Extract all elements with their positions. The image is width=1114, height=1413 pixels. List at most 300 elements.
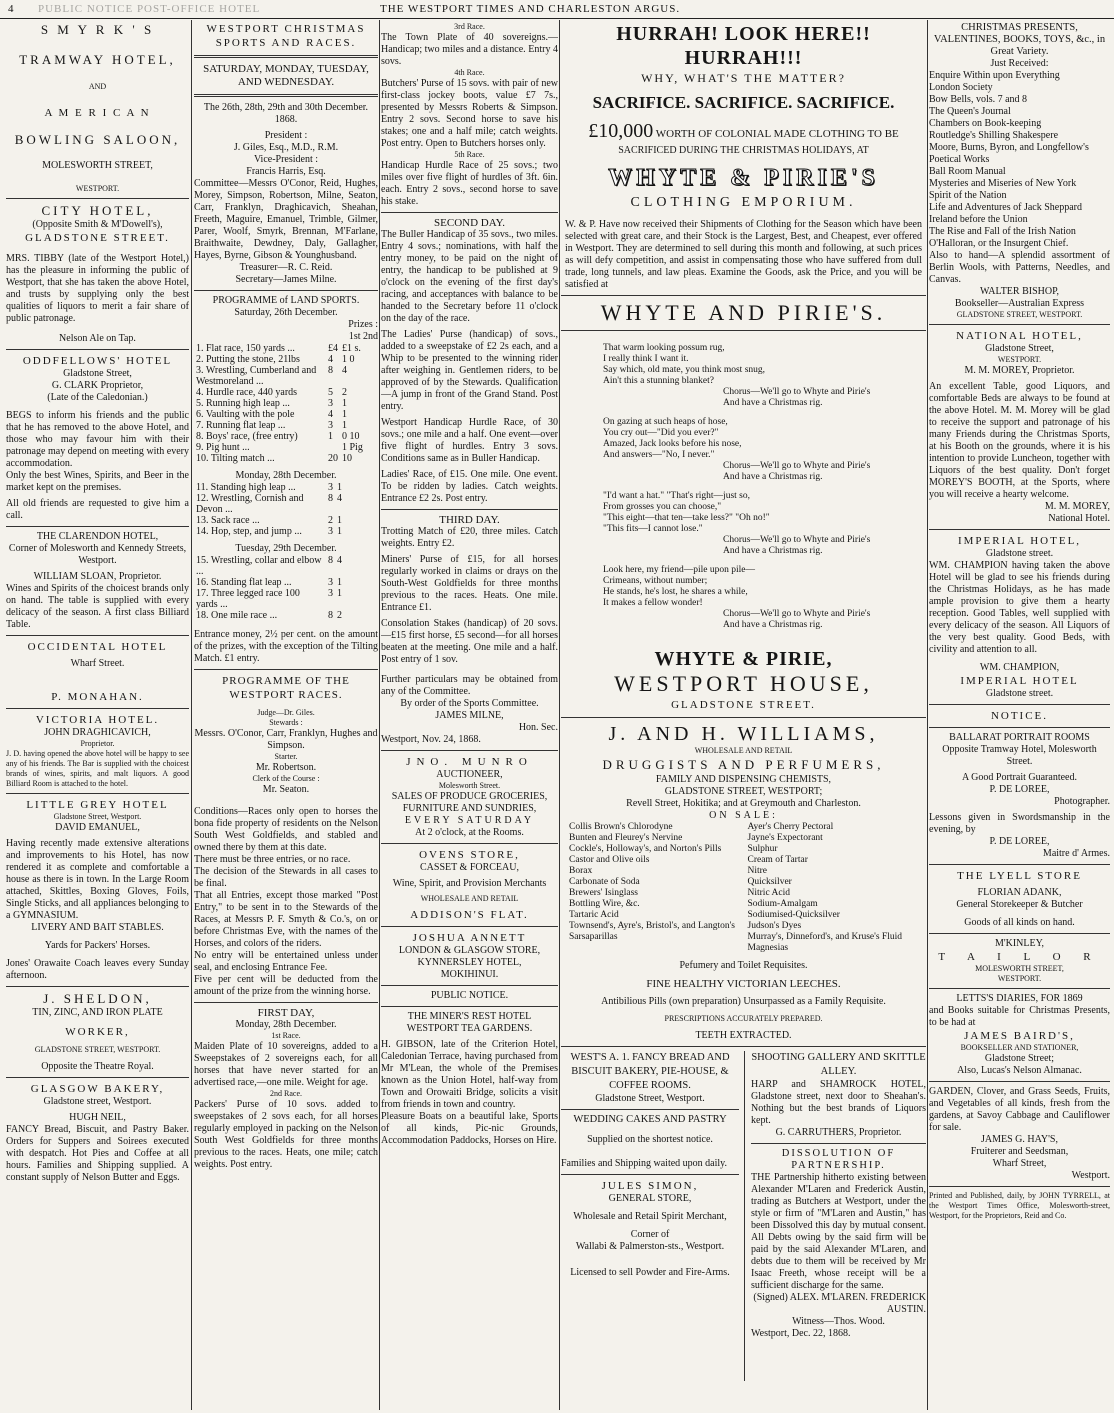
wholesale-retail: WHOLESALE AND RETAIL bbox=[420, 894, 519, 903]
bishop-address: GLADSTONE STREET, WESTPORT. bbox=[956, 310, 1083, 319]
event-row bbox=[194, 387, 365, 398]
event-name: 13. Sack race ... bbox=[196, 515, 260, 526]
first-prize: 4 bbox=[328, 409, 333, 420]
monahan: P. MONAHAN. bbox=[51, 691, 144, 703]
book-item: Ireland before the Union bbox=[929, 214, 1028, 225]
race-2: 2nd Race. bbox=[270, 1089, 302, 1098]
sales-of-produce: SALES OF PRODUCE GROCERIES, FURNITURE AND SUNDRIES, bbox=[391, 791, 548, 814]
condition-2: There must be three entries, or no race. bbox=[194, 854, 351, 865]
sports-days: SATURDAY, MONDAY, TUESDAY, AND WEDNESDAY. bbox=[203, 63, 369, 88]
munro-street: Molesworth Street. bbox=[438, 781, 501, 790]
tin-zinc-iron: TIN, ZINC, AND IRON PLATE bbox=[32, 1007, 163, 1018]
westport-tea-gardens: WESTPORT TEA GARDENS. bbox=[406, 1023, 533, 1034]
verse-line: From grosses you can choose," bbox=[603, 502, 722, 512]
event-row bbox=[194, 515, 344, 526]
first-prize: 5 bbox=[328, 387, 333, 398]
book-item: Chambers on Book-keeping bbox=[929, 118, 1042, 129]
general-store: GENERAL STORE, bbox=[608, 1193, 692, 1204]
butchers-purse: Butchers' Purse of 15 sovs. with pair of new first-class jockey boots, value £7 7s., presented by Messrs Roberts & Simpson. Entry 2 sovs. Second horse to save his stakes; one and a half mile; catch weights. Post entry. Open to Butchers horses only. bbox=[381, 78, 558, 149]
first-day-date: Monday, 28th December. bbox=[235, 1019, 337, 1030]
tramway-hotel: TRAMWAY HOTEL, bbox=[19, 52, 176, 67]
book-item: O'Halloran, or the Insurgent Chief. bbox=[929, 238, 1069, 249]
chorus-line: And have a Christmas rig. bbox=[723, 620, 823, 630]
second-prize: 2 bbox=[337, 610, 342, 621]
dissolution-body: THE Partnership hitherto existing between Alexander M'Laren and Frederick Austin, trading as Butchers at Westport, under the style or firm of "M'Laren and Austin," has been Dissolved this day by mutual consent. All Debts owing by the said firm will be paid by the said Alexander M'Laren, and debts due to them will be received by Mr Isaac Freeth, whose receipt will be a sufficient discharge for the same. bbox=[751, 1172, 926, 1291]
second-prize: 1 bbox=[337, 515, 342, 526]
enquire-within: Enquire Within upon Everything bbox=[929, 70, 1060, 81]
second-prize: 1 0 bbox=[342, 354, 355, 365]
second-prize: 1 bbox=[342, 398, 347, 409]
jules-simon: JULES SIMON, bbox=[601, 1180, 699, 1192]
prescriptions: PRESCRIPTIONS ACCURATELY PREPARED. bbox=[664, 1014, 823, 1023]
event-name: 15. Wrestling, collar and elbow ... bbox=[196, 555, 322, 577]
sports-year: 1868. bbox=[274, 114, 298, 125]
swordsmanship: Lessons given in Swordsmanship in the evening, by bbox=[929, 812, 1110, 835]
sale-item: Sulphur bbox=[747, 844, 778, 854]
national-hotel-signature: National Hotel. bbox=[1048, 513, 1110, 524]
lucas-almanac: Also, Lucas's Nelson Almanac. bbox=[957, 1065, 1082, 1076]
sale-item: Ayer's Cherry Pectoral bbox=[747, 822, 834, 832]
further-particulars: Further particulars may be obtained from any of the Committee. bbox=[381, 674, 558, 697]
event-name: 5. Running high leap ... bbox=[196, 398, 290, 409]
first-day: FIRST DAY, bbox=[257, 1007, 315, 1019]
hugh-neil: HUGH NEIL, bbox=[69, 1112, 126, 1123]
nelson-ale: Nelson Ale on Tap. bbox=[59, 333, 136, 344]
tibby-notice: MRS. TIBBY (late of the Westport Hotel,) has the pleasure in informing the public of Westport, that she has taken the above Hotel, and trusts by supplying only the best qualities of liquors to merit a fair share of public patronage. bbox=[6, 253, 189, 324]
tailor-westport: WESTPORT. bbox=[997, 974, 1042, 983]
wests-bakery: WEST'S A. 1. FANCY BREAD AND BISCUIT BAKERY, PIE-HOUSE, & COFFEE ROOMS. bbox=[570, 1052, 730, 1091]
first-prize: 8 bbox=[328, 555, 333, 566]
american-text: A M E R I C A N bbox=[44, 107, 151, 119]
sale-items-right bbox=[748, 822, 919, 954]
florian-adank: FLORIAN ADANK, bbox=[977, 887, 1062, 898]
ballarat-opposite: Opposite Tramway Hotel, Molesworth Street. bbox=[942, 744, 1097, 767]
handicap-hurdle: Handicap Hurdle Race of 25 sovs.; two miles over five flight of hurdles of 3ft. 6in. each. Entry 2 sovs., second horse to save his stake. bbox=[381, 160, 558, 207]
miners-purse: Miners' Purse of £15, for all horses regularly worked in claims or drays on the South-West Goldfields for three months previous to the races. Heats. One mile. Entrance £1. bbox=[381, 554, 558, 613]
second-day: SECOND DAY. bbox=[434, 217, 505, 229]
first-prize: 3 bbox=[328, 588, 333, 599]
hon-sec: Hon. Sec. bbox=[518, 722, 558, 733]
second-prize: 1 bbox=[337, 526, 342, 537]
condition-6: Five per cent will be deducted from the amount of the prize from the winning horse. bbox=[194, 974, 378, 997]
second-prize: 4 bbox=[337, 493, 342, 504]
book-item: London Society bbox=[929, 82, 993, 93]
colonial-clothing: WORTH OF COLONIAL MADE CLOTHING TO BE bbox=[655, 128, 899, 140]
ballarat-rooms: BALLARAT PORTRAIT ROOMS bbox=[949, 732, 1090, 743]
livery-stables: LIVERY AND BAIT STABLES. bbox=[31, 922, 164, 933]
condition-5: No entry will be entertained unless under seal, and enclosing Entrance Fee. bbox=[194, 950, 378, 973]
second-prize: 1 bbox=[342, 420, 347, 431]
secretary: Secretary—James Milne. bbox=[235, 274, 337, 285]
condition-3: The decision of the Stewards in all cases to be final. bbox=[194, 866, 378, 889]
city-hotel: CITY HOTEL, bbox=[41, 203, 154, 218]
little-grey-body: Having recently made extensive alterations and improvements to his Hotel, has now rendered it as complete and comfortable a house as there is in town. In the Large Room attached, Skittles, Boxing Gloves, Foils, Single Sticks, and all appliances belonging to a GYMNASIUM. bbox=[6, 838, 189, 921]
wests-street: Gladstone Street, Westport. bbox=[595, 1093, 705, 1104]
verse-line: He stands, he's lost, he shares a while, bbox=[603, 587, 748, 597]
city-hotel-opposite: (Opposite Smith & M'Dowell's), bbox=[32, 219, 163, 230]
second-prize: 1 bbox=[337, 577, 342, 588]
sheldon-address: GLADSTONE STREET, WESTPORT. bbox=[34, 1045, 161, 1054]
dissolution-date: Westport, Dec. 22, 1868. bbox=[751, 1328, 851, 1339]
sale-item: Sodiumised-Quicksilver bbox=[747, 910, 840, 920]
chorus-line: Chorus—We'll go to Whyte and Pirie's bbox=[723, 535, 871, 545]
prize-columns: 1st 2nd bbox=[348, 331, 378, 342]
song-verses bbox=[561, 343, 926, 639]
westport-text: WESTPORT. bbox=[75, 184, 120, 193]
public-notice: PUBLIC NOTICE. bbox=[430, 990, 509, 1001]
stewards-heading: Stewards : bbox=[269, 718, 303, 727]
sale-item: Nitre bbox=[747, 866, 768, 876]
hurrah-headline: HURRAH! LOOK HERE!! HURRAH!!! bbox=[616, 23, 871, 69]
verse-line: Look here, my friend—pile upon pile— bbox=[603, 565, 755, 575]
verse-line: "This fits—I cannot lose." bbox=[603, 524, 703, 534]
verse-line: "I'd want a hat." "That's right—just so, bbox=[603, 491, 750, 501]
families-shipping: Families and Shipping waited upon daily. bbox=[561, 1158, 728, 1169]
verse-line: "This eight—that ten—take less?" "Oh no!" bbox=[603, 513, 770, 523]
first-prize: 8 bbox=[328, 610, 333, 621]
second-prize: 1 bbox=[337, 588, 342, 599]
little-grey-street: Gladstone Street, Westport. bbox=[53, 812, 142, 821]
victoria-proprietor: JOHN DRAGHICAVICH, bbox=[44, 727, 151, 738]
baird-role: BOOKSELLER AND STATIONER, bbox=[960, 1043, 1079, 1052]
stewards: Messrs. O'Conor, Carr, Franklyn, Hughes and Simpson. bbox=[194, 728, 378, 751]
sports-dates: The 26th, 28th, 29th and 30th December. bbox=[203, 102, 369, 113]
sale-item: Sodium-Amalgam bbox=[747, 899, 818, 909]
event-name: 9. Pig hunt ... bbox=[196, 442, 250, 453]
event-name: 14. Hop, step, and jump ... bbox=[196, 526, 302, 537]
garden-seeds: GARDEN, Clover, and Grass Seeds, Fruits, and Vegetables of all kinds, fresh from the gardens, at Savoy Cabbage and Cauliflower for sale. bbox=[929, 1086, 1110, 1133]
clarendon-corner: Corner of Molesworth and Kennedy Streets, Westport. bbox=[8, 543, 187, 566]
maitre-darmes: Maitre d' Armes. bbox=[1042, 848, 1110, 859]
vice-president: Francis Harris, Esq. bbox=[246, 166, 326, 177]
verse-line: On gazing at such heaps of hose, bbox=[603, 417, 728, 427]
occidental-hotel: OCCIDENTAL HOTEL bbox=[27, 641, 168, 653]
event-name: 8. Boys' race, (free entry) bbox=[196, 431, 298, 442]
molesworth-street: MOLESWORTH STREET, bbox=[42, 160, 153, 171]
chorus-line: And have a Christmas rig. bbox=[723, 472, 823, 482]
glasgow-bakery: GLASGOW BAKERY, bbox=[30, 1083, 165, 1095]
sports-date: Westport, Nov. 24, 1868. bbox=[381, 734, 481, 745]
addisons-flat: ADDISON'S FLAT. bbox=[410, 909, 529, 921]
event-row bbox=[194, 420, 365, 431]
james-hays: JAMES G. HAY'S, bbox=[980, 1134, 1058, 1145]
monday-heading: Monday, 28th December. bbox=[235, 470, 337, 481]
book-item: The Queen's Journal bbox=[929, 106, 1011, 117]
starter-heading: Starter. bbox=[274, 752, 298, 761]
first-prize: 3 bbox=[328, 577, 333, 588]
buller-handicap: The Buller Handicap of 35 sovs., two miles. Entry 4 sovs.; nominations, with half the entry money, to be paid on the night of entry, the handicap to be published at 9 o'clock on the evening of the first day's racing, and acceptances with balance to be handed to the Secretary before 11 o'clock on the day of the race. bbox=[381, 229, 558, 324]
prizes-heading: Prizes : bbox=[348, 319, 378, 330]
coach-notice: Jones' Orawaite Coach leaves every Sunday afternoon. bbox=[6, 958, 189, 981]
champion: WM. CHAMPION, bbox=[979, 662, 1060, 673]
joshua-annett: JOSHUA ANNETT bbox=[412, 932, 527, 944]
sacrifice-headline: SACRIFICE. SACRIFICE. SACRIFICE. bbox=[592, 93, 895, 112]
races-programme-heading: PROGRAMME OF THE WESTPORT RACES. bbox=[222, 675, 350, 701]
event-row bbox=[194, 493, 344, 515]
imperial-body: WM. CHAMPION having taken the above Hotel will be glad to see his friends during the Christmas Holidays, as he has made ample provision to give them a hearty reception. Good Tables, well supplied with every delicacy of the season. All Liquors of the very best quality. Good Beds, with civility and attention to all. bbox=[929, 560, 1110, 655]
second-prize: 0 10 bbox=[342, 431, 360, 442]
first-prize bbox=[326, 442, 340, 453]
powder-firearms: Licensed to sell Powder and Fire-Arms. bbox=[570, 1267, 730, 1278]
second-prize: 4 bbox=[342, 365, 347, 376]
oddfellows-late: (Late of the Caledonian.) bbox=[47, 392, 148, 403]
sale-item: Jayne's Expectorant bbox=[747, 833, 823, 843]
chorus-line: And have a Christmas rig. bbox=[723, 398, 823, 408]
event-row bbox=[194, 526, 344, 537]
event-row bbox=[194, 453, 365, 464]
chorus-line: Chorus—We'll go to Whyte and Pirie's bbox=[723, 609, 871, 619]
sale-item: Cockle's, Holloway's, and Norton's Pills bbox=[569, 844, 722, 854]
sale-item: Carbonate of Soda bbox=[569, 877, 640, 887]
entrance-money: Entrance money, 2½ per cent. on the amount of the prizes, with the exception of the Tilting Match. £1 entry. bbox=[194, 629, 378, 664]
book-list bbox=[929, 82, 1110, 250]
book-item: Mysteries and Miseries of New York bbox=[929, 178, 1077, 189]
conditions: Conditions—Races only open to horses the bona fide property of residents on the Nelson South West Goldfields, and stabled and owned there by them at this date. bbox=[194, 806, 378, 853]
ten-thousand: £10,000 bbox=[588, 120, 654, 142]
ovens-store: OVENS STORE, bbox=[419, 849, 520, 861]
sale-item: Tartaric Acid bbox=[569, 910, 619, 920]
druggists: DRUGGISTS AND PERFUMERS, bbox=[602, 757, 885, 772]
jh-williams: J. AND H. WILLIAMS, bbox=[608, 723, 879, 745]
masthead bbox=[0, 0, 1114, 19]
national-westport: WESTPORT. bbox=[997, 355, 1042, 364]
book-item: Routledge's Shilling Shakespere bbox=[929, 130, 1059, 141]
event-row bbox=[194, 431, 365, 442]
clarendon-body: Wines and Spirits of the choicest brands only on hand. The table is supplied with every delicacy of the season. A first class Billiard Table. bbox=[6, 583, 189, 630]
sale-items bbox=[561, 822, 926, 954]
first-prize: 4 bbox=[328, 354, 333, 365]
witness: Witness—Thos. Wood. bbox=[792, 1316, 885, 1327]
and-text: AND bbox=[88, 82, 107, 91]
carruthers: G. CARRUTHERS, Proprietor. bbox=[775, 1127, 902, 1138]
sale-item: Murray's, Dinneford's, and Kruse's Fluid Magnesias bbox=[747, 932, 902, 953]
chorus-line: Chorus—We'll go to Whyte and Pirie's bbox=[723, 387, 871, 397]
starter: Mr. Robertson. bbox=[255, 762, 317, 773]
teeth-extracted: TEETH EXTRACTED. bbox=[695, 1030, 792, 1041]
event-row bbox=[194, 398, 365, 409]
oddfellows-hotel: ODDFELLOWS' HOTEL bbox=[22, 355, 173, 367]
bottom-split bbox=[561, 1051, 926, 1381]
first-prize: 3 bbox=[328, 420, 333, 431]
just-received: Just Received: bbox=[990, 58, 1049, 69]
book-item: Life and Adventures of Jack Sheppard bbox=[929, 202, 1083, 213]
saturday-heading: Saturday, 26th December. bbox=[234, 307, 338, 318]
imperial-hotel-2: IMPERIAL HOTEL bbox=[960, 675, 1079, 687]
oddfellows-body-3: All old friends are requested to give him a call. bbox=[6, 498, 189, 521]
event-row bbox=[194, 354, 365, 365]
sale-item: Quicksilver bbox=[747, 877, 792, 887]
every-saturday: EVERY SATURDAY bbox=[404, 815, 535, 826]
shooting-gallery: SHOOTING GALLERY AND SKITTLE ALLEY. bbox=[751, 1052, 926, 1077]
photographer: Photographer. bbox=[1054, 796, 1110, 807]
westport-house: WESTPORT HOUSE, bbox=[614, 671, 873, 696]
leeches: FINE HEALTHY VICTORIAN LEECHES. bbox=[646, 978, 841, 990]
oddfellows-body: BEGS to inform his friends and the public that he has removed to the above Hotel, and those who may favour him with their patronage may depend on meeting with every accommodation. bbox=[6, 410, 189, 469]
national-hotel: NATIONAL HOTEL, bbox=[956, 330, 1083, 342]
condition-4: That all Entries, except those marked "Post Entry," to be sent in to the Stewards of the Races, at Messrs P. F. Smyth & Co.'s, on or before Christmas Eve, with the names of the Horses, and colors of the riders. bbox=[194, 890, 378, 949]
lyell-store: THE LYELL STORE bbox=[957, 870, 1082, 882]
event-row bbox=[194, 555, 344, 577]
wallabi: Wallabi & Palmerston-sts., Westport. bbox=[575, 1241, 725, 1252]
james-milne: JAMES MILNE, bbox=[435, 710, 504, 721]
corner-of: Corner of bbox=[630, 1229, 670, 1240]
goods-all-kinds: Goods of all kinds on hand. bbox=[964, 917, 1075, 928]
victoria-proprietor-label: Proprietor. bbox=[80, 739, 115, 748]
packers-yards: Yards for Packers' Horses. bbox=[44, 940, 151, 951]
book-item: Bow Bells, vols. 7 and 8 bbox=[929, 94, 1028, 105]
clerk: Mr. Seaton. bbox=[262, 784, 310, 795]
gladstone-street: GLADSTONE STREET. bbox=[25, 232, 170, 244]
event-row bbox=[194, 577, 344, 588]
glasgow-street: Gladstone street, Westport. bbox=[43, 1096, 152, 1107]
column-5 bbox=[929, 22, 1110, 1407]
de-loree: P. DE LOREE, bbox=[989, 784, 1050, 795]
second-prize: 4 bbox=[337, 555, 342, 566]
jh-wholesale: WHOLESALE AND RETAIL bbox=[694, 746, 793, 755]
column-divider bbox=[379, 20, 380, 1410]
verse-line: You cry out—"Did you ever?" bbox=[603, 428, 719, 438]
vice-heading: Vice-President : bbox=[253, 154, 319, 165]
sacrificed-during: SACRIFICED DURING THE CHRISTMAS HOLIDAYS, AT bbox=[618, 145, 869, 156]
sale-item: Brewers' Isinglass bbox=[569, 888, 638, 898]
bottom-left-ads bbox=[561, 1051, 745, 1381]
verse-line: Crimeans, without number; bbox=[603, 576, 708, 586]
event-row bbox=[194, 610, 344, 621]
sloan-proprietor: WILLIAM SLOAN, Proprietor. bbox=[33, 571, 162, 582]
christmas-presents: CHRISTMAS PRESENTS, VALENTINES, BOOKS, TOYS, &c., in Great Variety. bbox=[933, 22, 1106, 57]
sale-item: Nitric Acid bbox=[747, 888, 790, 898]
event-row bbox=[194, 442, 365, 453]
committee: Committee—Messrs O'Conor, Reid, Hughes, Morey, Simpson, Robertson, Milne, Seaton, Carr, Franklyn, Draghicavich, Sheahan, Freeth, Maguire, Emanuel, Trimble, Gilmer, Parer, Woolf, Smyrk, Brennan, M'Farlane, Braithwaite, Dewdney, Daly, Gallagher, Hayes, Byrne, Gibson & Younghusband. bbox=[194, 178, 378, 261]
imperial-hotel: IMPERIAL HOTEL, bbox=[957, 535, 1082, 547]
verse-line: That warm looking possum rug, bbox=[603, 343, 725, 353]
revell-street: Revell Street, Hokitika; and at Greymouth and Charleston. bbox=[626, 798, 861, 809]
berlin-wools: Also to hand—A splendid assortment of Berlin Wools, with Patterns, Needles, and Canvas. bbox=[929, 250, 1110, 285]
sale-item: Borax bbox=[569, 866, 593, 876]
little-grey-hotel: LITTLE GREY HOTEL bbox=[26, 799, 169, 811]
first-prize: 8 bbox=[328, 365, 333, 376]
event-row bbox=[194, 409, 365, 420]
column-divider bbox=[927, 20, 928, 1410]
town-plate: The Town Plate of 40 sovereigns.—Handicap; two miles and a distance. Entry 4 sovs. bbox=[381, 32, 558, 67]
treasurer: Treasurer—R. C. Reid. bbox=[239, 262, 333, 273]
second-prize: 1 Pig bbox=[342, 442, 363, 453]
victoria-body: J. D. having opened the above hotel will be happy to see any of his friends. The Bar is supplied with the choicest brands of wines, spirits, and malt liquors. A good Billiard Room is attached to the hotel. bbox=[6, 749, 189, 788]
walter-bishop: WALTER BISHOP, bbox=[979, 286, 1060, 297]
letts-body: and Books suitable for Christmas Presents, to be had at bbox=[929, 1005, 1110, 1028]
morey-signature: M. M. MOREY, bbox=[1044, 501, 1110, 512]
event-row bbox=[194, 365, 365, 387]
page-number: 4 bbox=[8, 3, 14, 15]
victoria-hotel: VICTORIA HOTEL. bbox=[35, 714, 160, 726]
saturday-events-table bbox=[194, 343, 365, 464]
event-name: 16. Standing flat leap ... bbox=[196, 577, 292, 588]
casset-forceau: CASSET & FORCEAU, bbox=[419, 862, 519, 873]
maiden-plate: Maiden Plate of 10 sovereigns, added to a Sweepstakes of 2 sovereigns each, for all horses that have never started for an advertised race,—one mile. Weight for age. bbox=[194, 1041, 378, 1088]
verse-line: Say which, old mate, you think most snug, bbox=[603, 365, 766, 375]
kynnersley-hotel: KYNNERSLEY HOTEL, bbox=[417, 957, 522, 968]
good-portrait: A Good Portrait Guaranteed. bbox=[962, 772, 1077, 783]
book-item: The Rise and Fall of the Irish Nation bbox=[929, 226, 1076, 237]
dispensing-chemists: FAMILY AND DISPENSING CHEMISTS, bbox=[655, 774, 832, 785]
first-prize: 1 bbox=[328, 431, 333, 442]
gladstone-street-wp: GLADSTONE STREET. bbox=[671, 699, 816, 711]
ladies-purse: The Ladies' Purse (handicap) of sovs., added to a sweepstake of £2 2s each, and a Whip to be presented to the winning rider after weighing in. Gentlemen riders, to be approved of by the Stewards. Qualification—A jump in front of the Grand Stand. Post entry. bbox=[381, 329, 558, 412]
book-item: Spirit of the Nation bbox=[929, 190, 1007, 201]
pleasure-boats: Pleasure Boats on a beautiful lake, Sports of all kinds, Pic-nic Grounds, Accommodation Paddocks, Horses on Hire. bbox=[381, 1111, 558, 1146]
notice: NOTICE. bbox=[990, 710, 1049, 722]
event-name: 4. Hurdle race, 440 yards bbox=[196, 387, 298, 398]
column-divider bbox=[559, 20, 560, 1410]
imperial-street-2: Gladstone street. bbox=[985, 688, 1054, 699]
event-row bbox=[194, 588, 344, 610]
fancy-bread: FANCY Bread, Biscuit, and Pastry Baker. Orders for Suppers and Soirees executed with despatch. Hot Pies and Coffee at all hours. Families and Shipping supplied. A constant supply of Nelson Butter and Eggs. bbox=[6, 1124, 189, 1183]
event-row bbox=[194, 482, 344, 493]
whyte-and-pirie-big: WHYTE AND PIRIE'S. bbox=[600, 300, 887, 325]
morey-proprietor: M. M. MOREY, Proprietor. bbox=[964, 365, 1075, 376]
antibilious: Antibilious Pills (own preparation) Unsurpassed as a Family Requisite. bbox=[601, 996, 886, 1007]
harp-shamrock: HARP and SHAMROCK HOTEL, Gladstone street, next door to Sheahan's. Nothing but the best brands of Liquors kept. bbox=[751, 1079, 926, 1126]
wine-merchants: Wine, Spirit, and Provision Merchants bbox=[392, 878, 547, 889]
wedding-cakes: WEDDING CAKES AND PASTRY bbox=[573, 1114, 727, 1125]
tuesday-heading: Tuesday, 29th December. bbox=[235, 543, 337, 554]
trotting-match: Trotting Match of £20, three miles. Catch weights. Entry £2. bbox=[381, 526, 558, 549]
london-glasgow-store: LONDON & GLASGOW STORE, bbox=[398, 945, 541, 956]
whyte-pirie-body: W. & P. Have now received their Shipments of Clothing for the Season which have been selected with great care, and their Stock is the Largest, Best, and Cheapest, ever offered in Westport. They are determined to sell during this month and following, at such prices as will defy competition, and assist in compensating those who have suffered from dull trade, long tunnels, and law pleas. Examine the Goods, ask the Price, and you will be satisfied at bbox=[565, 219, 922, 290]
race-5: 5th Race. bbox=[454, 150, 485, 159]
bookseller: Bookseller—Australian Express bbox=[954, 298, 1085, 309]
event-name: 11. Standing high leap ... bbox=[196, 482, 296, 493]
verse-line: And answers—"No, I never." bbox=[603, 450, 715, 460]
third-day: THIRD DAY. bbox=[439, 514, 500, 526]
sale-item: Townsend's, Ayre's, Bristol's, and Langton's Sarsaparillas bbox=[569, 921, 736, 942]
national-body: An excellent Table, good Liquors, and comfortable Beds are always to be found at the above Hotel. M. M. Morey will be glad to receive the support and patronage of his many Friends during the Christmas Sports, at his Booth on the grounds, where it is his intention to provide Luncheon, together with Liquors of the best quality. Don't forget MOREY'S BOOTH, at the Sports, where you will receive a hearty welcome. bbox=[929, 381, 1110, 500]
column-2 bbox=[194, 22, 378, 1407]
tuesday-events-table bbox=[194, 555, 344, 621]
mokihinui: MOKIHINUI. bbox=[440, 969, 499, 980]
race-3: 3rd Race. bbox=[454, 22, 485, 31]
book-item: Moore, Burns, Byron, and Longfellow's Poetical Works bbox=[929, 142, 1089, 165]
sale-item: Cream of Tartar bbox=[747, 855, 808, 865]
auctioneer: AUCTIONEER, bbox=[436, 769, 503, 780]
second-prize: 1 bbox=[342, 409, 347, 420]
event-name: 18. One mile race ... bbox=[196, 610, 278, 621]
ladies-race: Ladies' Race, of £15. One mile. One event. To be ridden by ladies. Catch weights. Entrance £2 2s. Post entry. bbox=[381, 469, 558, 504]
baird-street: Gladstone Street; bbox=[984, 1053, 1055, 1064]
james-baird: JAMES BAIRD'S, bbox=[964, 1030, 1075, 1042]
general-storekeeper: General Storekeeper & Butcher bbox=[956, 899, 1083, 910]
worker: WORKER, bbox=[65, 1026, 130, 1038]
tailor: T A I L O R bbox=[938, 951, 1101, 963]
oddfellows-body-2: Only the best Wines, Spirits, and Beer in the market kept on the premises. bbox=[6, 470, 189, 493]
monday-events-table bbox=[194, 482, 344, 537]
event-name: 6. Vaulting with the pole bbox=[196, 409, 295, 420]
chorus-line: And have a Christmas rig. bbox=[723, 546, 823, 556]
newspaper-title: THE WESTPORT TIMES AND CHARLESTON ARGUS. bbox=[380, 3, 681, 15]
event-name: 12. Wrestling, Cornish and Devon ... bbox=[196, 493, 304, 515]
second-prize: 1 bbox=[337, 482, 342, 493]
munro: JNO. MUNRO bbox=[406, 756, 533, 768]
second-prize: 10 bbox=[342, 453, 352, 464]
jh-address: GLADSTONE STREET, WESTPORT; bbox=[664, 786, 823, 797]
first-prize: 3 bbox=[328, 398, 333, 409]
bleed-through-text: PUBLIC NOTICE POST-OFFICE HOTEL bbox=[38, 3, 261, 15]
oddfellows-street: Gladstone Street, bbox=[63, 368, 132, 379]
tailor-street: MOLESWORTH STREET, bbox=[975, 964, 1064, 973]
sports-heading: WESTPORT CHRISTMAS SPORTS AND RACES. bbox=[206, 23, 366, 49]
chorus-line: Chorus—We'll go to Whyte and Pirie's bbox=[723, 461, 871, 471]
land-sports-heading: PROGRAMME of LAND SPORTS. bbox=[212, 295, 360, 306]
